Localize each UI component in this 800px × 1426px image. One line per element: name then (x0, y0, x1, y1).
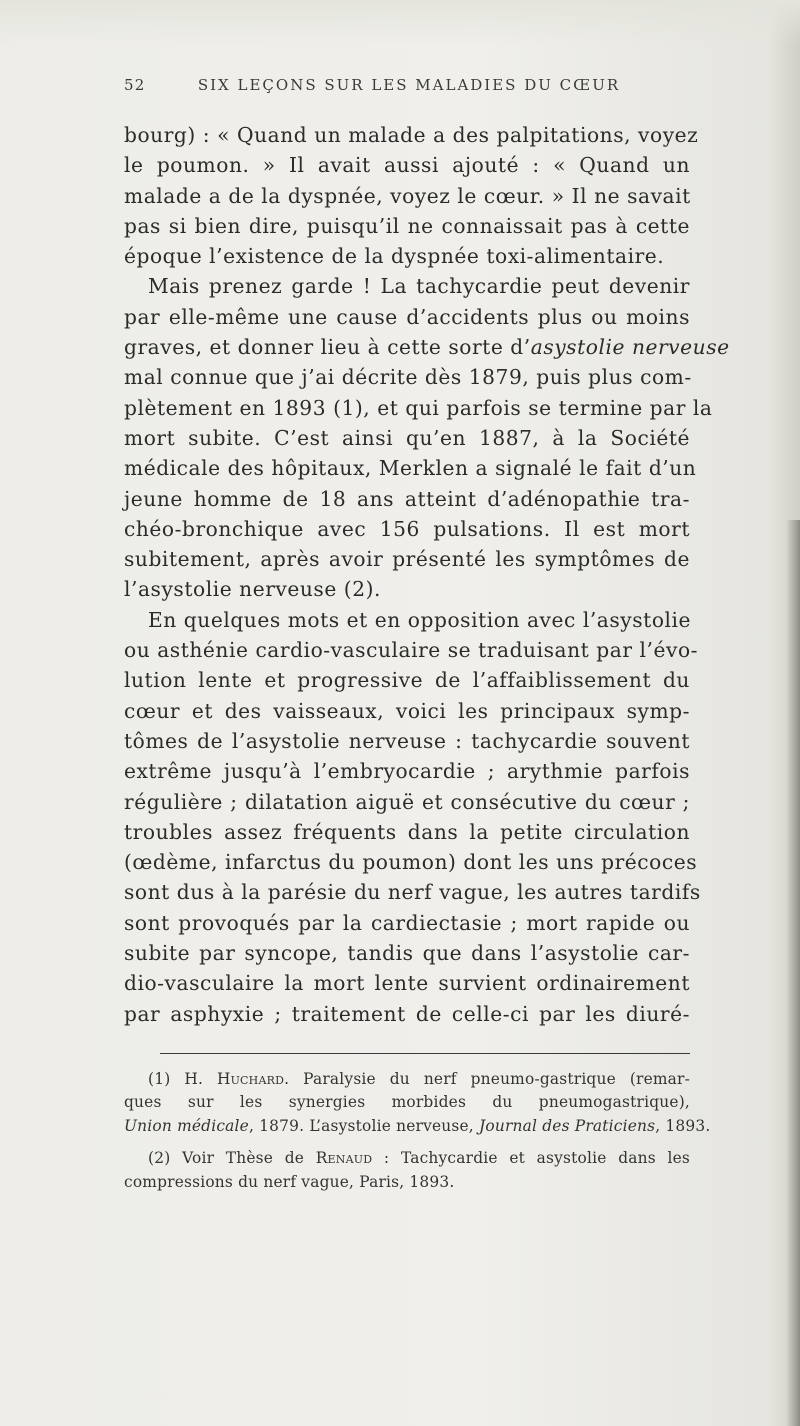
text-line: bourg) : « Quand un malade a des palpitations, voyez (124, 123, 699, 147)
footnote-line (124, 1147, 690, 1170)
text-segment: , 1893. (655, 1116, 711, 1135)
text-line: régulière ; dilatation aiguë et consécutive du cœur ; (124, 789, 690, 814)
text-line: tômes de l’asystolie nerveuse : tachycardie souvent (124, 728, 690, 753)
footnote-number: (1) (148, 1070, 171, 1088)
text-line: le poumon. » Il avait aussi ajouté : « Quand un (124, 153, 690, 178)
text-line: sont provoqués par la cardiectasie ; mort rapide ou (124, 910, 690, 935)
text-line: sont dus à la parésie du nerf vague, les autres tardifs (124, 880, 701, 905)
text-segment: . Paralysie du nerf pneumo-gastrique (remar- (284, 1070, 691, 1088)
text-line: troubles assez fréquents dans la petite circulation (124, 819, 690, 844)
running-title: SIX LEÇONS SUR LES MALADIES DU CŒUR (197, 76, 621, 94)
text-line: chéo-bronchique avec 156 pulsations. Il est mort (124, 516, 690, 541)
text-line: par asphyxie ; traitement de celle-ci par les diuré- (124, 1001, 690, 1026)
text-line: cœur et des vaisseaux, voici les principaux symp- (124, 698, 690, 723)
text-line: époque l’existence de la dyspnée toxi-alimentaire. (124, 244, 665, 269)
text-line: lution lente et progressive de l’affaiblissement du (124, 668, 690, 693)
italic-term: asystolie nerveuse (530, 335, 730, 360)
text-line: mort subite. C’est ainsi qu’en 1887, à la Société (124, 425, 690, 450)
text-line: extrême jusqu’à l’embryocardie ; arythmie parfois (124, 759, 690, 784)
text-line: Mais prenez garde ! La tachycardie peut devenir (148, 274, 690, 299)
footnote-line: compressions du nerf vague, Paris, 1893. (124, 1172, 455, 1191)
text-line: pas si bien dire, puisqu’il ne connaissait pas à cette (124, 213, 690, 238)
author-name: Huchard (216, 1070, 285, 1088)
footnote-number: (2) (148, 1149, 171, 1168)
text-line: par elle-même une cause d’accidents plus ou moins (124, 304, 690, 329)
text-line-with-italic (124, 332, 730, 362)
text-line: malade a de la dyspnée, voyez le cœur. » Il ne savait (124, 183, 691, 208)
text-line: médicale des hôpitaux, Merklen a signalé le fait d’un (124, 456, 697, 481)
text-segment: , 1879. L’asystolie nerveuse, (248, 1116, 474, 1135)
footnote-line (124, 1068, 690, 1091)
text-line: mal connue que j’ai décrite dès 1879, puis plus com- (124, 365, 692, 390)
text-segment: : Tachycardie et asystolie dans les (383, 1149, 691, 1168)
body-text (124, 120, 730, 1029)
footnote-divider (160, 1053, 690, 1054)
author-name: Renaud (315, 1149, 373, 1168)
text-line: dio-vasculaire la mort lente survient ordinairement (124, 971, 690, 996)
text-line: plètement en 1893 (1), et qui parfois se termine par la (124, 395, 713, 420)
journal-title: Journal des Praticiens (479, 1116, 656, 1135)
text-line: ou asthénie cardio-vasculaire se traduisant par l’évo- (124, 638, 699, 663)
text-line: jeune homme de 18 ans atteint d’adénopathie tra- (124, 486, 690, 511)
text-line: En quelques mots et en opposition avec l’asystolie (148, 607, 692, 632)
text-segment: Voir Thèse de (182, 1149, 305, 1168)
footnote-1 (124, 1068, 711, 1138)
text-line: l’asystolie nerveuse (2). (124, 577, 382, 602)
text-line: subite par syncope, tandis que dans l’asystolie car- (124, 941, 690, 966)
journal-title: Union médicale (124, 1116, 249, 1135)
footnote-2 (124, 1147, 690, 1194)
page-number: 52 (124, 76, 146, 94)
running-head (124, 76, 694, 98)
footnotes (124, 1068, 711, 1203)
page-top-shadow (0, 0, 800, 46)
footnote-line: ques sur les synergies morbides du pneumogastrique), (124, 1093, 690, 1112)
author-initial: H. (184, 1070, 204, 1088)
footnote-line (124, 1115, 711, 1138)
text-line: subitement, après avoir présenté les symptômes de (124, 547, 690, 572)
text-segment: graves, et donner lieu à cette sorte d’ (124, 335, 531, 360)
page-edge-shadow (786, 520, 800, 1426)
text-line: (œdème, infarctus du poumon) dont les uns précoces (124, 850, 698, 875)
